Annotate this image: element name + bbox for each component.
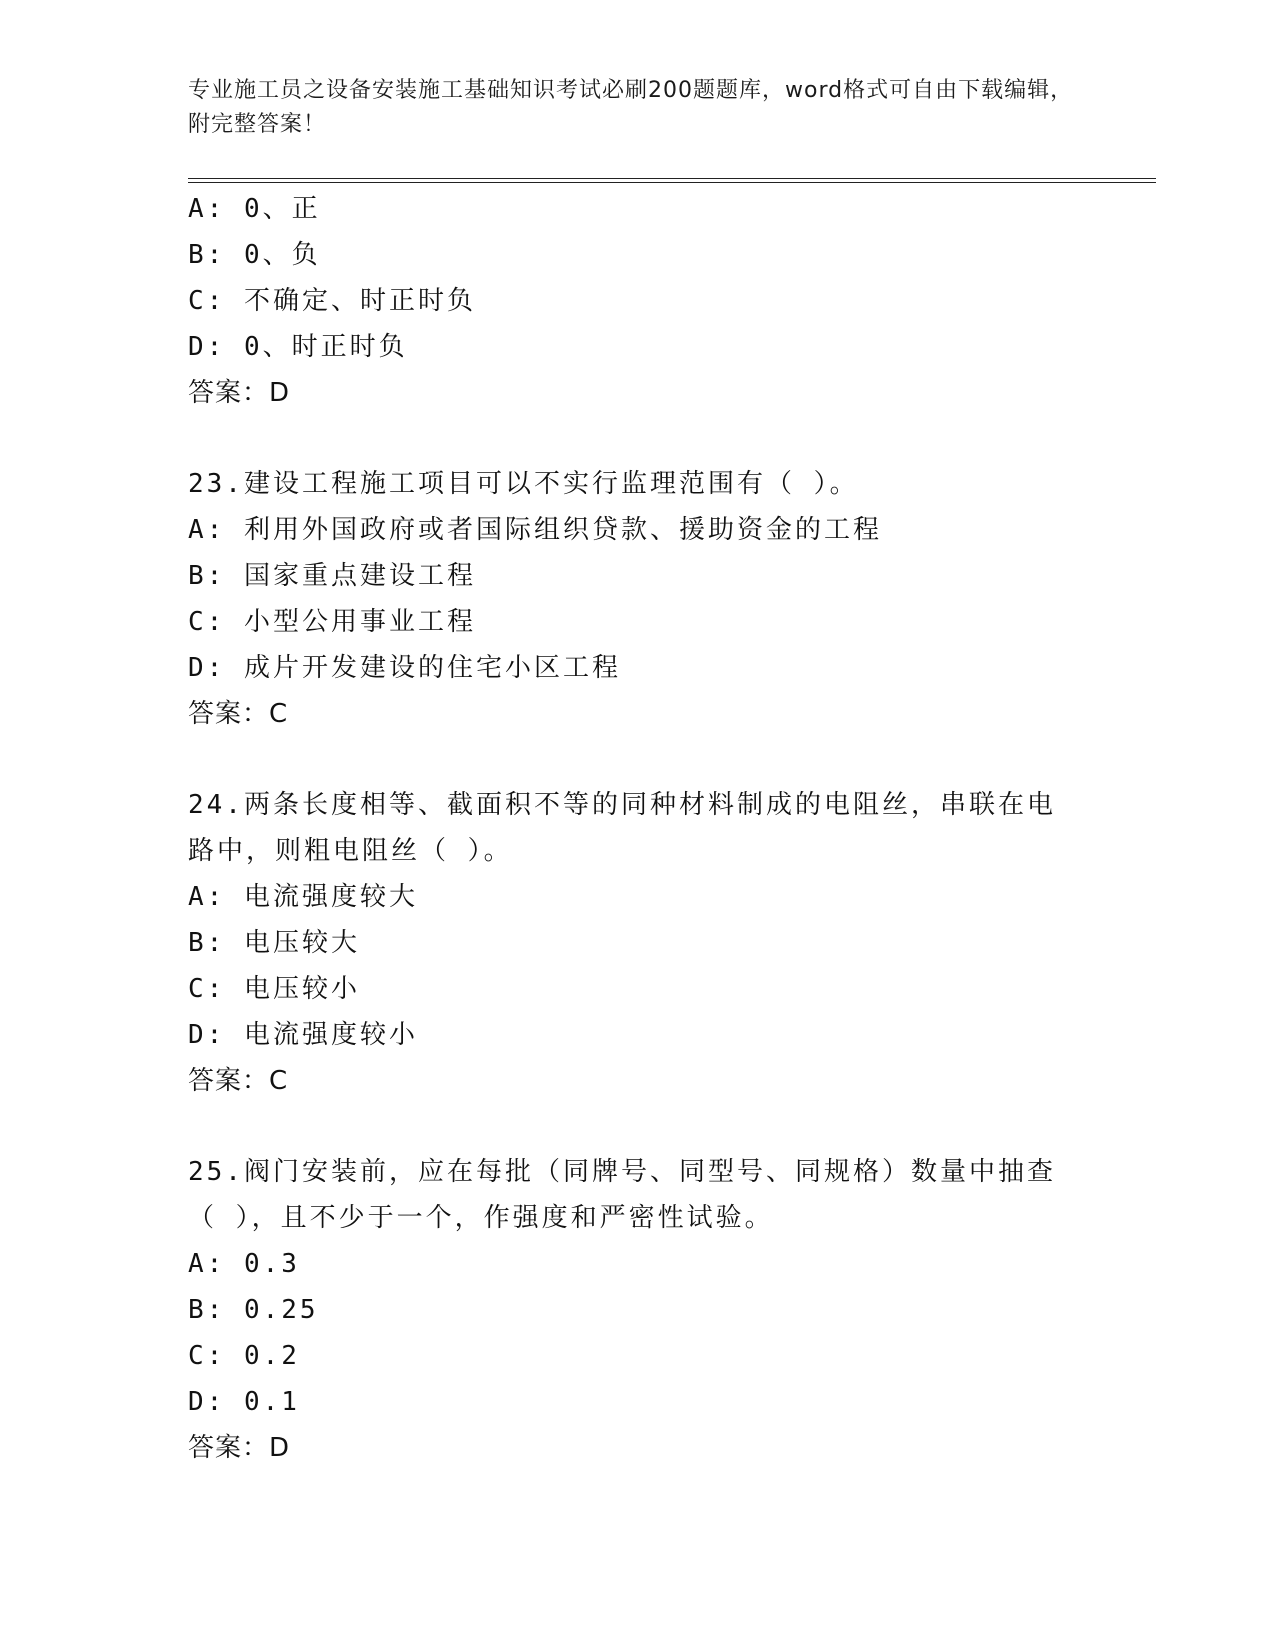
question-text: 25.阀门安装前，应在每批（同牌号、同型号、同规格）数量中抽查（ ），且不少于一个，作强度和严密性试验。 xyxy=(188,1157,1056,1233)
answer-text: 答案：D xyxy=(188,1433,291,1463)
option-c: C: 电压较小 xyxy=(188,974,360,1004)
question-block xyxy=(188,186,1088,416)
answer-text: 答案：D xyxy=(188,378,291,408)
option-a: A: 电流强度较大 xyxy=(188,882,418,912)
answer-text: 答案：C xyxy=(188,699,289,729)
answer-text: 答案：C xyxy=(188,1066,289,1096)
question-text: 23.建设工程施工项目可以不实行监理范围有（ ）。 xyxy=(188,469,859,499)
header-divider-bottom xyxy=(188,182,1156,183)
block-spacer xyxy=(188,416,1088,461)
option-c: C: 0.2 xyxy=(188,1341,300,1371)
block-spacer xyxy=(188,737,1088,782)
question-block xyxy=(188,1149,1088,1471)
question-list xyxy=(188,186,1088,1471)
option-d: D: 成片开发建设的住宅小区工程 xyxy=(188,653,621,683)
option-c: C: 小型公用事业工程 xyxy=(188,607,476,637)
option-d: D: 电流强度较小 xyxy=(188,1020,418,1050)
question-text: 24.两条长度相等、截面积不等的同种材料制成的电阻丝，串联在电路中，则粗电阻丝（ ）。 xyxy=(188,790,1056,866)
page-header: 专业施工员之设备安装施工基础知识考试必刷200题题库，word格式可自由下载编辑，附完整答案！ xyxy=(188,78,1074,137)
question-block xyxy=(188,782,1088,1104)
option-a: A: 0、正 xyxy=(188,194,321,224)
option-d: D: 0、时正时负 xyxy=(188,332,408,362)
block-spacer xyxy=(188,1104,1088,1149)
option-b: B: 0.25 xyxy=(188,1295,319,1325)
header-divider-top xyxy=(188,178,1156,179)
option-a: A: 0.3 xyxy=(188,1249,300,1279)
option-c: C: 不确定、时正时负 xyxy=(188,286,476,316)
option-b: B: 国家重点建设工程 xyxy=(188,561,476,591)
option-a: A: 利用外国政府或者国际组织贷款、援助资金的工程 xyxy=(188,515,882,545)
option-b: B: 0、负 xyxy=(188,240,321,270)
option-b: B: 电压较大 xyxy=(188,928,360,958)
question-block xyxy=(188,461,1088,737)
option-d: D: 0.1 xyxy=(188,1387,300,1417)
